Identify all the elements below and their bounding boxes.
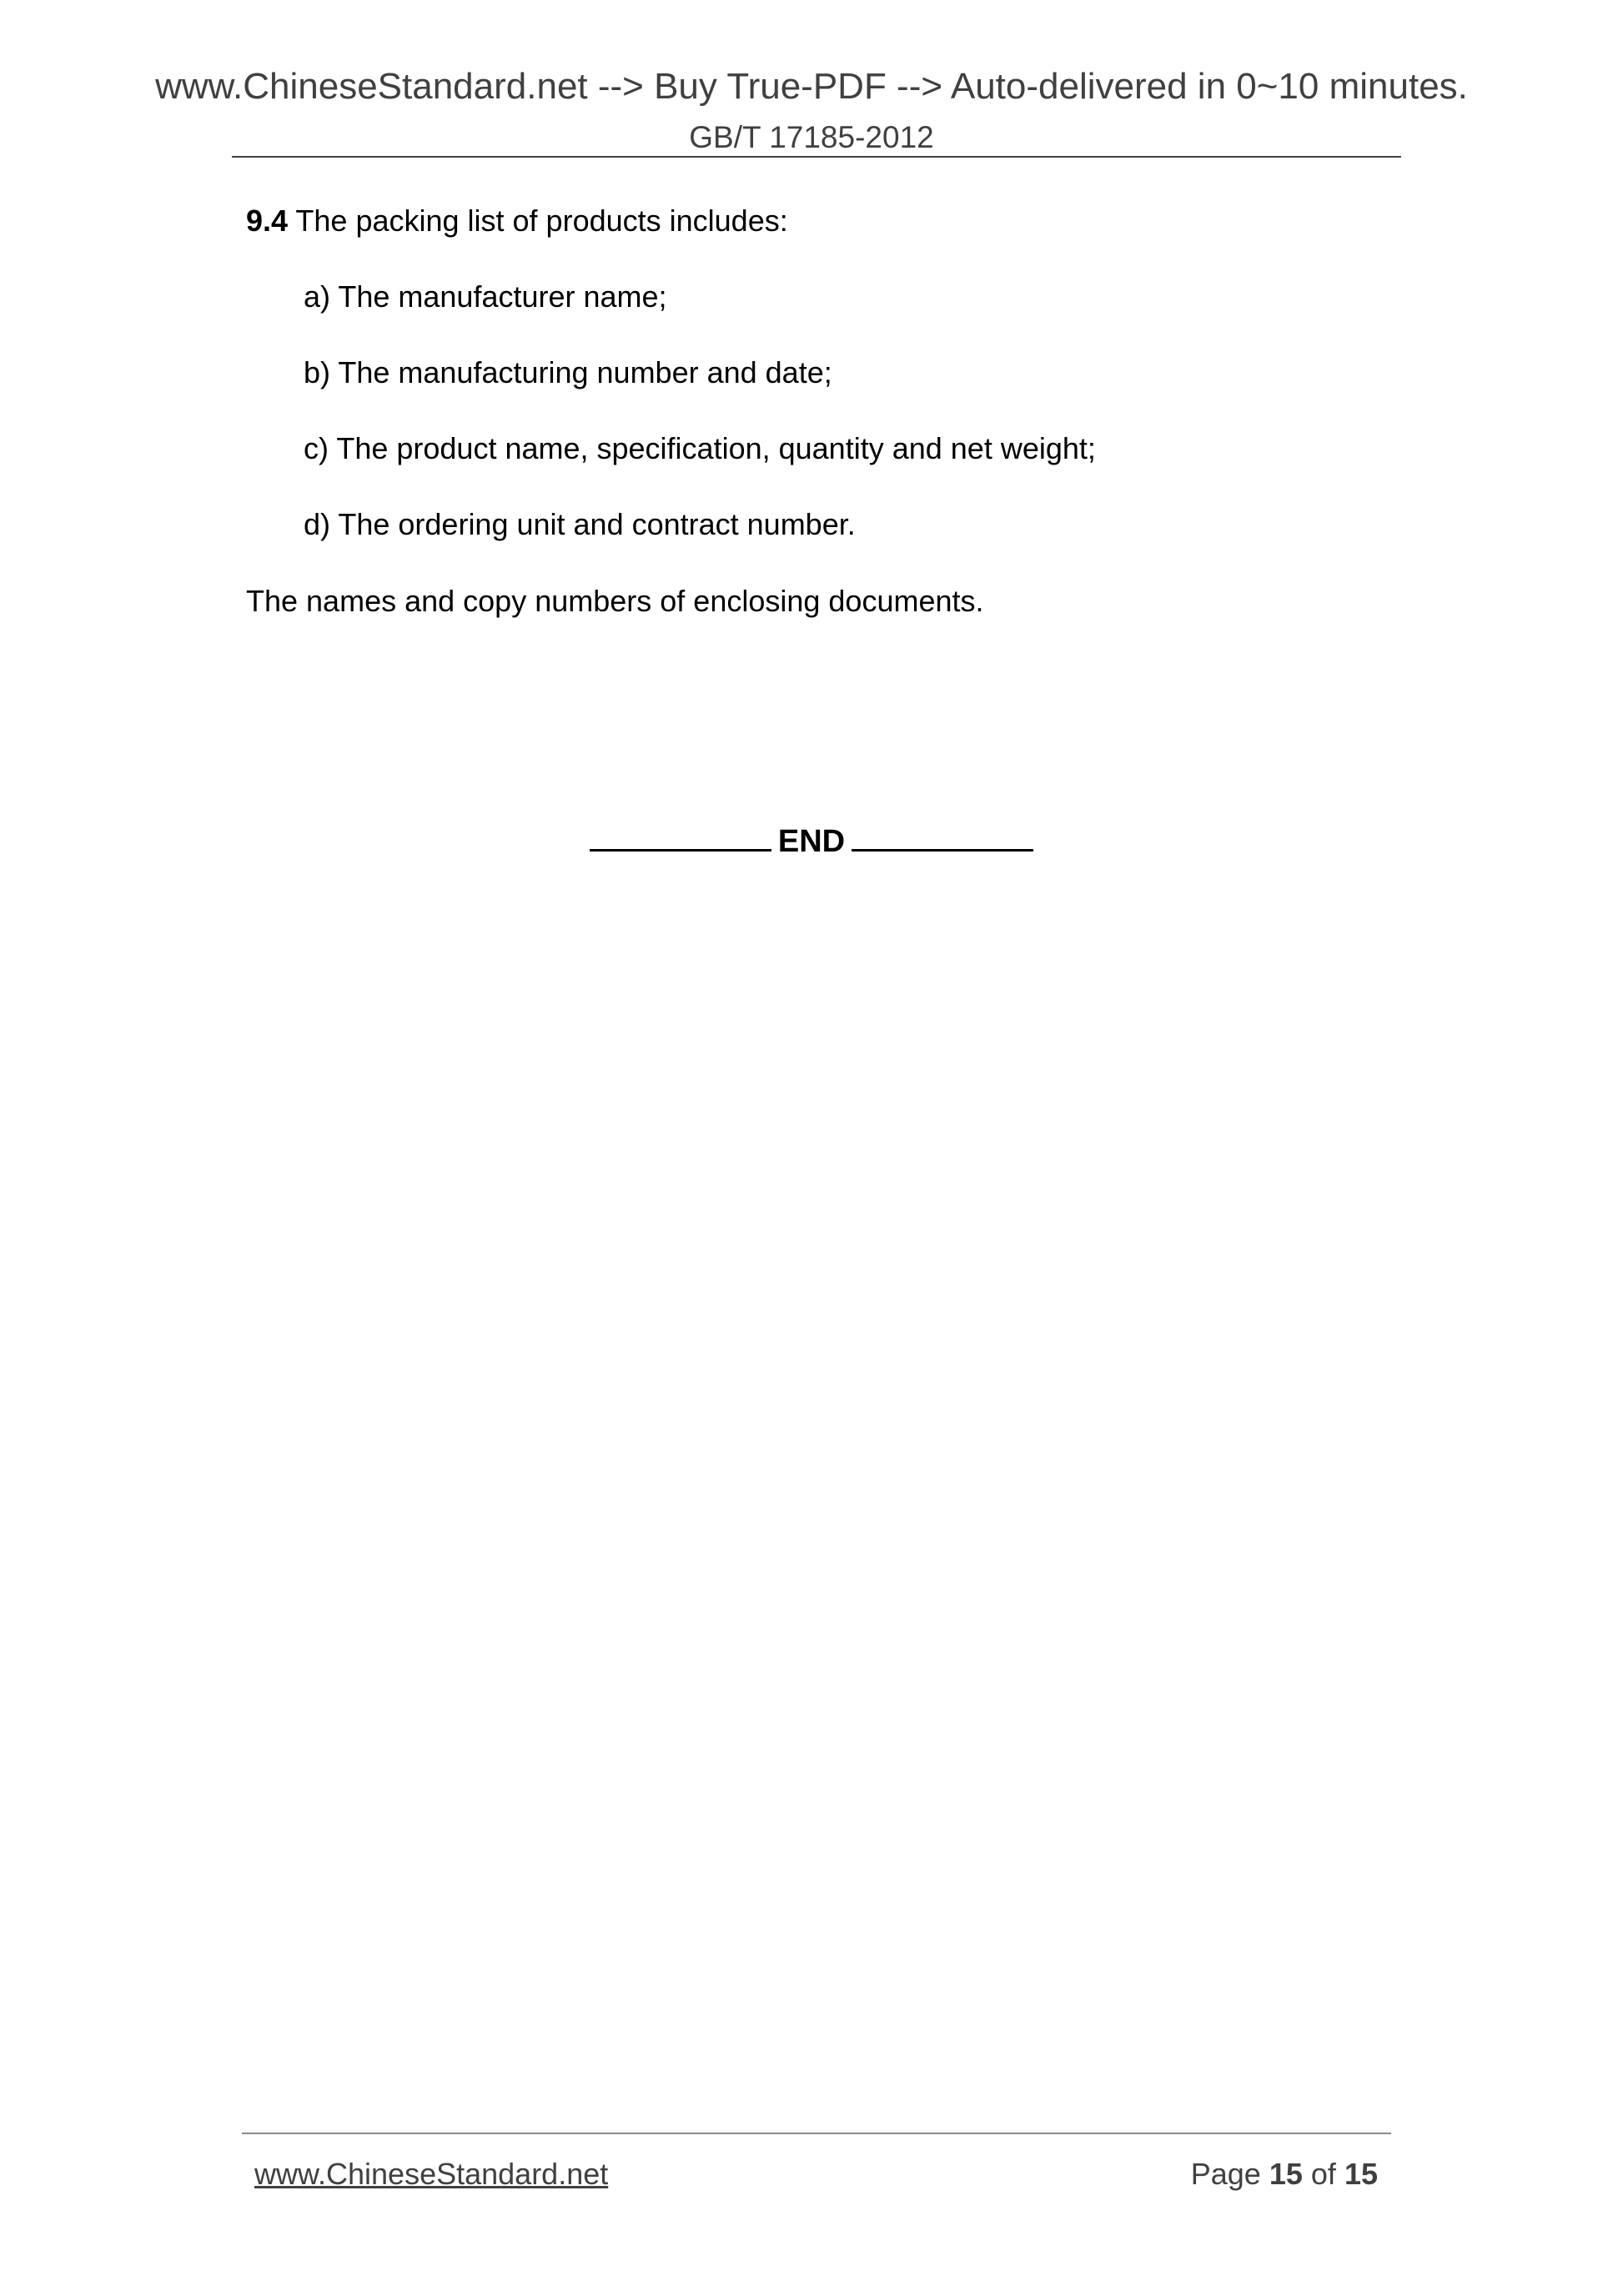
page-number bbox=[1191, 2156, 1378, 2193]
standard-number: GB/T 17185-2012 bbox=[689, 120, 934, 154]
page-of: of bbox=[1310, 2157, 1336, 2191]
header-banner: www.ChineseStandard.net --> Buy True-PDF --> Auto-delivered in 0~10 minutes. bbox=[155, 66, 1468, 107]
list-item: a) The manufacturer name; bbox=[304, 279, 667, 314]
footer-site-link[interactable]: www.ChineseStandard.net bbox=[254, 2157, 609, 2191]
list-item: d) The ordering unit and contract number. bbox=[304, 507, 856, 541]
list-item: c) The product name, specification, quantity and net weight; bbox=[304, 431, 1096, 465]
list-item: b) The manufacturing number and date; bbox=[304, 355, 832, 389]
clause-9-4 bbox=[246, 203, 788, 239]
page-current: 15 bbox=[1269, 2157, 1303, 2191]
end-rule-right bbox=[852, 849, 1033, 852]
page-total: 15 bbox=[1344, 2157, 1378, 2191]
clause-text: The packing list of products includes: bbox=[295, 203, 788, 238]
end-marker bbox=[0, 821, 1623, 862]
footer-divider bbox=[242, 2133, 1391, 2134]
header-divider bbox=[232, 156, 1401, 158]
page-word: Page bbox=[1190, 2157, 1261, 2191]
closing-line: The names and copy numbers of enclosing documents. bbox=[246, 584, 984, 618]
end-rule-left bbox=[590, 849, 771, 852]
clause-number: 9.4 bbox=[246, 203, 289, 238]
end-text: END bbox=[777, 824, 846, 859]
